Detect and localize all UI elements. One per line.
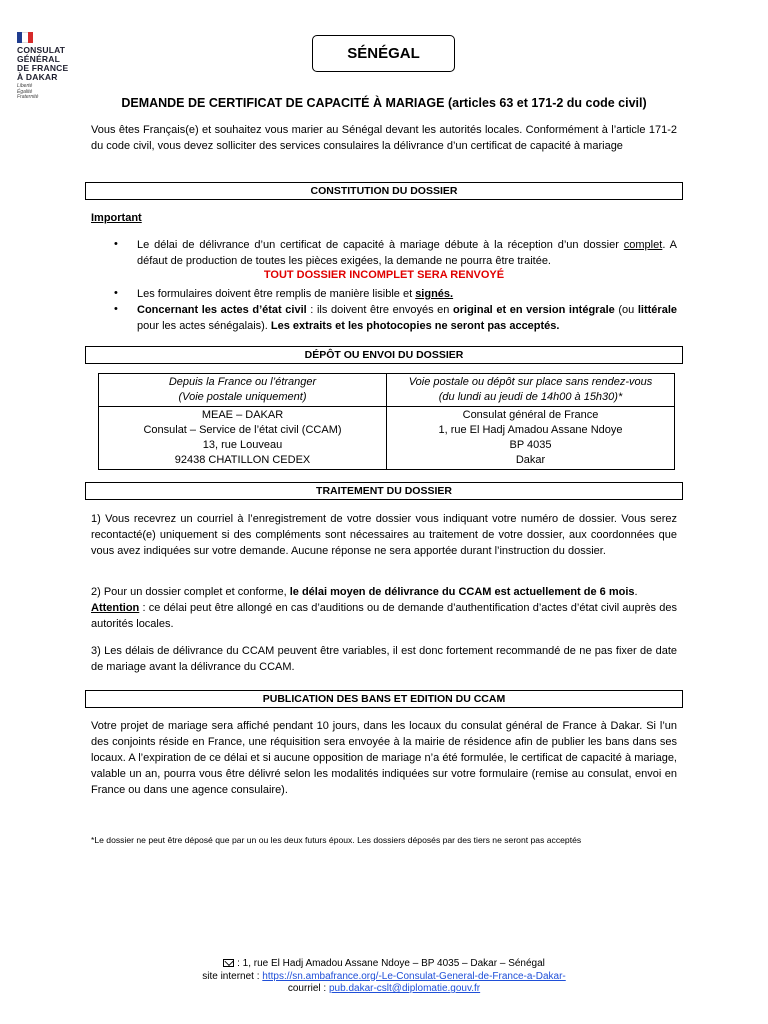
logo-text: CONSULAT GÉNÉRAL DE FRANCE À DAKAR bbox=[17, 45, 69, 82]
address-table-header-row bbox=[99, 374, 675, 407]
bullet-item-civil-records: Concernant les actes d’état civil : ils doivent être envoyés en original et en version intégrale (ou littérale pour les actes sénégalais). Les extraits et les photocopies ne seront pas acceptés. bbox=[137, 304, 677, 332]
logo-motto: Liberté Égalité Fraternité bbox=[17, 83, 39, 100]
bullet-item-forms: Les formulaires doivent être remplis de manière lisible et signés. bbox=[137, 288, 454, 300]
consulate-logo bbox=[17, 32, 97, 101]
country-heading: SÉNÉGAL bbox=[312, 35, 455, 72]
footer-email-line: courriel : pub.dakar-cslt@diplomatie.gouv.fr bbox=[287, 983, 481, 994]
french-flag-icon bbox=[17, 32, 33, 43]
footer-address-line: : 1, rue El Hadj Amadou Assane Ndoye – BP 4035 – Dakar – Sénégal bbox=[0, 958, 768, 971]
page-footer bbox=[0, 958, 768, 996]
right-address-cell: Consulat général de France 1, rue El Hadj Amadou Assane Ndoye BP 4035 Dakar bbox=[387, 407, 675, 470]
email-link[interactable]: pub.dakar-cslt@diplomatie.gouv.fr bbox=[328, 983, 481, 994]
right-header-cell: Voie postale ou dépôt sur place sans rendez-vous (du lundi au jeudi de 14h00 à 15h30)* bbox=[387, 374, 675, 407]
footnote: *Le dossier ne peut être déposé que par un ou les deux futurs époux. Les dossiers déposés par des tiers ne seront pas acceptés bbox=[91, 835, 582, 845]
bullet-item-delay: Le délai de délivrance d’un certificat de capacité à mariage débute à la réception d’un dossier complet. A défaut de production de toutes les pièces exigées, la demande ne pourra être traitée. bbox=[137, 239, 677, 267]
address-table-row bbox=[99, 407, 675, 470]
website-link[interactable]: https://sn.ambafrance.org/-Le-Consulat-General-de-France-a-Dakar- bbox=[262, 970, 566, 982]
bullet-marker: • bbox=[114, 238, 118, 250]
traitement-paragraph-1: 1) Vous recevrez un courriel à l’enregistrement de votre dossier vous indiquant votre numéro de dossier. Vous serez recontacté(e) uniquement si des compléments sont nécessaires au traitement de votre dossier, aux coordonnées que vous avez indiquées sur votre demande. Aucune réponse ne sera apportée durant l’instruction du dossier. bbox=[91, 513, 677, 557]
section-traitement-heading: TRAITEMENT DU DOSSIER bbox=[85, 482, 683, 500]
publication-paragraph: Votre projet de mariage sera affiché pendant 10 jours, dans les locaux du consulat général de France à Dakar. Si l’un des conjoints réside en France, une réquisition sera envoyée à la mairie de résidence afin de publier les bans dans ses locaux. A l’expiration de ce délai et si aucune opposition de mariage n’a été formulée, le certificat de capacité à mariage, valable un an, pourra vous être délivré selon les modalités indiquées sur votre formulaire (remise au consulat, envoi en France ou dans une agence consulaire). bbox=[91, 720, 677, 796]
left-address-cell: MEAE – DAKAR Consulat – Service de l’état civil (CCAM) 13, rue Louveau 92438 CHATILLON CEDEX bbox=[99, 407, 387, 470]
envelope-icon bbox=[223, 959, 234, 967]
section-depot-heading: DÉPÔT OU ENVOI DU DOSSIER bbox=[85, 346, 683, 364]
important-label: Important bbox=[91, 212, 142, 224]
section-publication-heading: PUBLICATION DES BANS ET EDITION DU CCAM bbox=[85, 690, 683, 708]
traitement-paragraph-3: 3) Les délais de délivrance du CCAM peuvent être variables, il est donc fortement recommandé de ne pas fixer de date de mariage avant la délivrance du CCAM. bbox=[91, 645, 677, 673]
traitement-paragraph-2: 2) Pour un dossier complet et conforme, le délai moyen de délivrance du CCAM est actuellement de 6 mois. Attention : ce délai peut être allongé en cas d’auditions ou de demande d’authentification d’actes d’état civil auprès des autorités locales. bbox=[91, 586, 677, 630]
incomplete-warning: TOUT DOSSIER INCOMPLET SERA RENVOYÉ bbox=[263, 269, 505, 281]
intro-paragraph: Vous êtes Français(e) et souhaitez vous marier au Sénégal devant les autorités locales. Conformément à l’article 171-2 du code civil, vous devez solliciter des services consulaires la délivrance d’un certificat de capacité à mariage bbox=[91, 124, 677, 152]
bullet-marker: • bbox=[114, 303, 118, 315]
footer-website-line: site internet : https://sn.ambafrance.org/-Le-Consulat-General-de-France-a-Dakar- bbox=[202, 970, 566, 982]
left-header-cell: Depuis la France ou l’étranger (Voie postale uniquement) bbox=[99, 374, 387, 407]
document-title: DEMANDE DE CERTIFICAT DE CAPACITÉ À MARIAGE (articles 63 et 171-2 du code civil) bbox=[121, 96, 647, 110]
address-table bbox=[98, 373, 675, 470]
section-constitution-heading: CONSTITUTION DU DOSSIER bbox=[85, 182, 683, 200]
bullet-marker: • bbox=[114, 287, 118, 299]
